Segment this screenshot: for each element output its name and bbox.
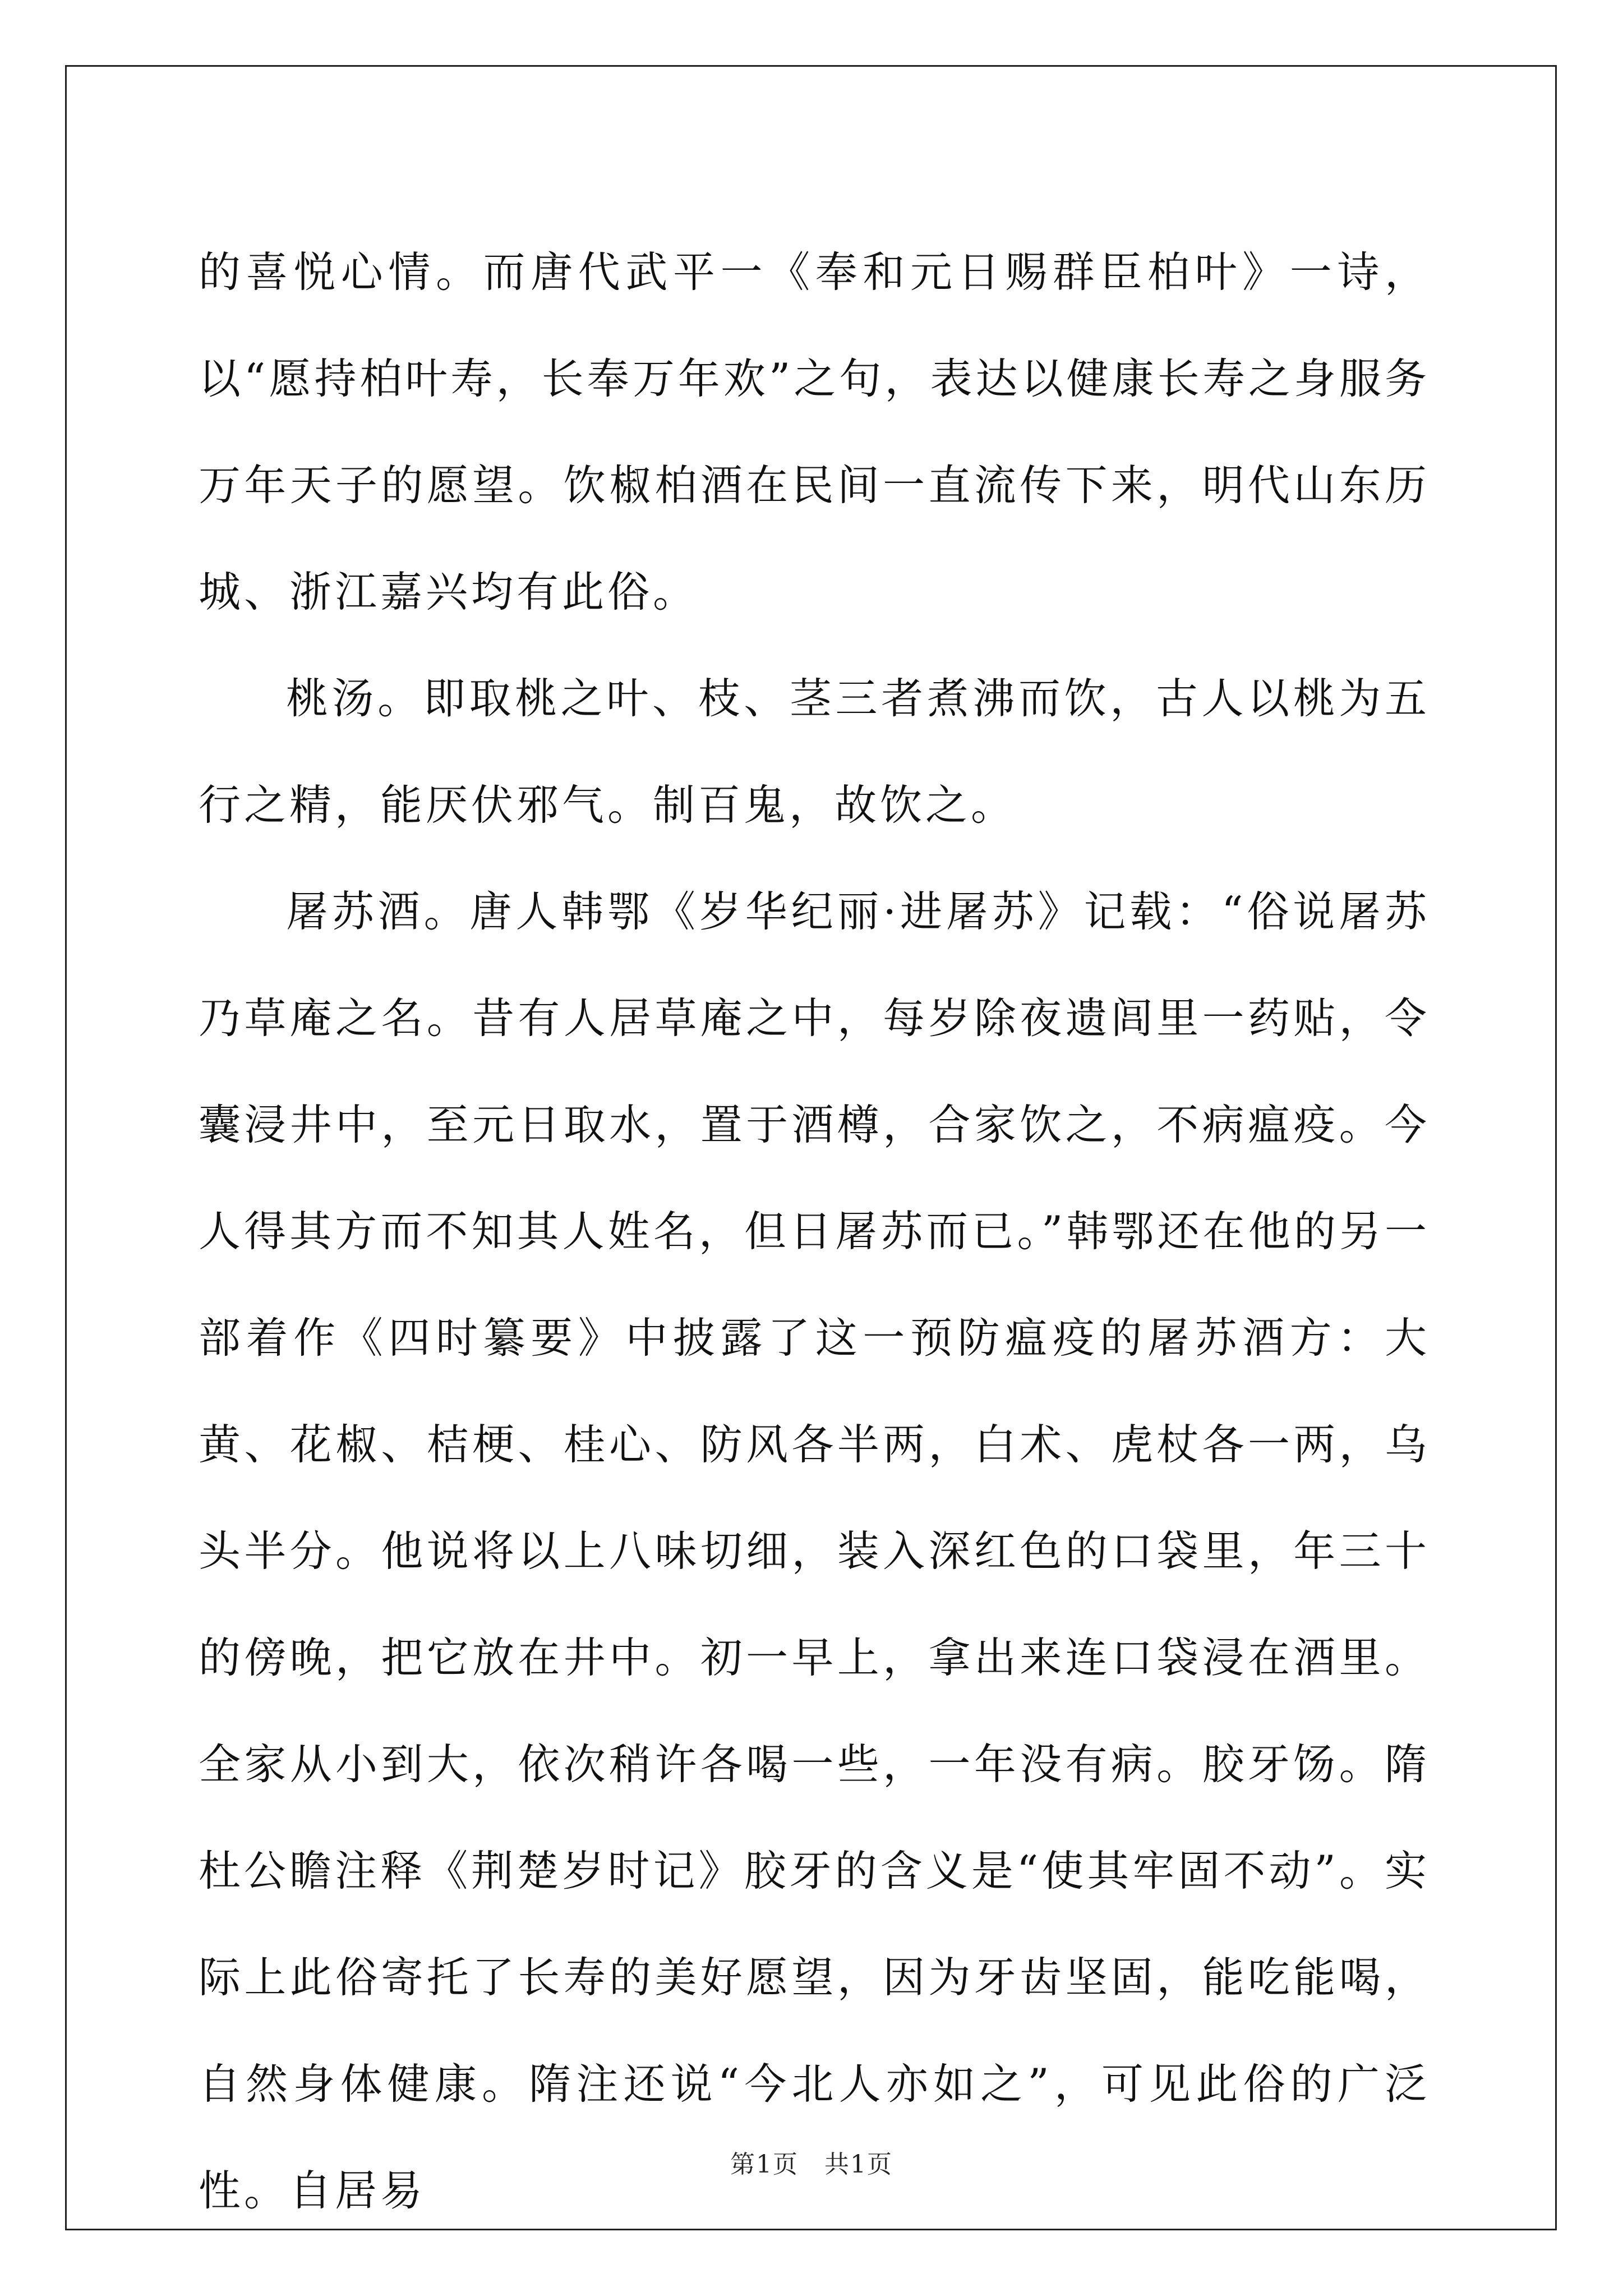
page-footer: 第1页 共1页 bbox=[730, 2150, 893, 2179]
paragraph-1: 的喜悦心情。而唐代武平一《奉和元日赐群臣柏叶》一诗，以“愿持柏叶寿，长奉万年欢”之句，表达以健康长寿之身服务万年天子的愿望。饮椒柏酒在民间一直流传下来，明代山东历城、浙江嘉兴均有此俗。 bbox=[199, 247, 1430, 616]
paragraph-3: 屠苏酒。唐人韩鄂《岁华纪丽·进屠苏》记载：“俗说屠苏乃草庵之名。昔有人居草庵之中，每岁除夜遗闾里一药贴，令囊浸井中，至元日取水，置于酒樽，合家饮之，不病瘟疫。今人得其方而不知其人姓名，但日屠苏而已。”韩鄂还在他的另一部着作《四时纂要》中披露了这一预防瘟疫的屠苏酒方：大黄、花椒、桔梗、桂心、防风各半两，白术、虎杖各一两，乌头半分。他说将以上八味切细，装入深红色的口袋里，年三十的傍晚，把它放在井中。初一早上，拿出来连口袋浸在酒里。全家从小到大，依次稍许各喝一些，一年没有病。胶牙饧。隋杜公瞻注释《荆楚岁时记》胶牙的含义是“使其牢固不动”。实际上此俗寄托了长寿的美好愿望，因为牙齿坚固，能吃能喝，自然身体健康。隋注还说“今北人亦如之”，可见此俗的广泛性。自居易 bbox=[199, 887, 1430, 2215]
paragraph-2: 桃汤。即取桃之叶、枝、茎三者煮沸而饮，古人以桃为五行之精，能厌伏邪气。制百鬼，故饮之。 bbox=[199, 674, 1430, 830]
document-body bbox=[199, 219, 1430, 2244]
